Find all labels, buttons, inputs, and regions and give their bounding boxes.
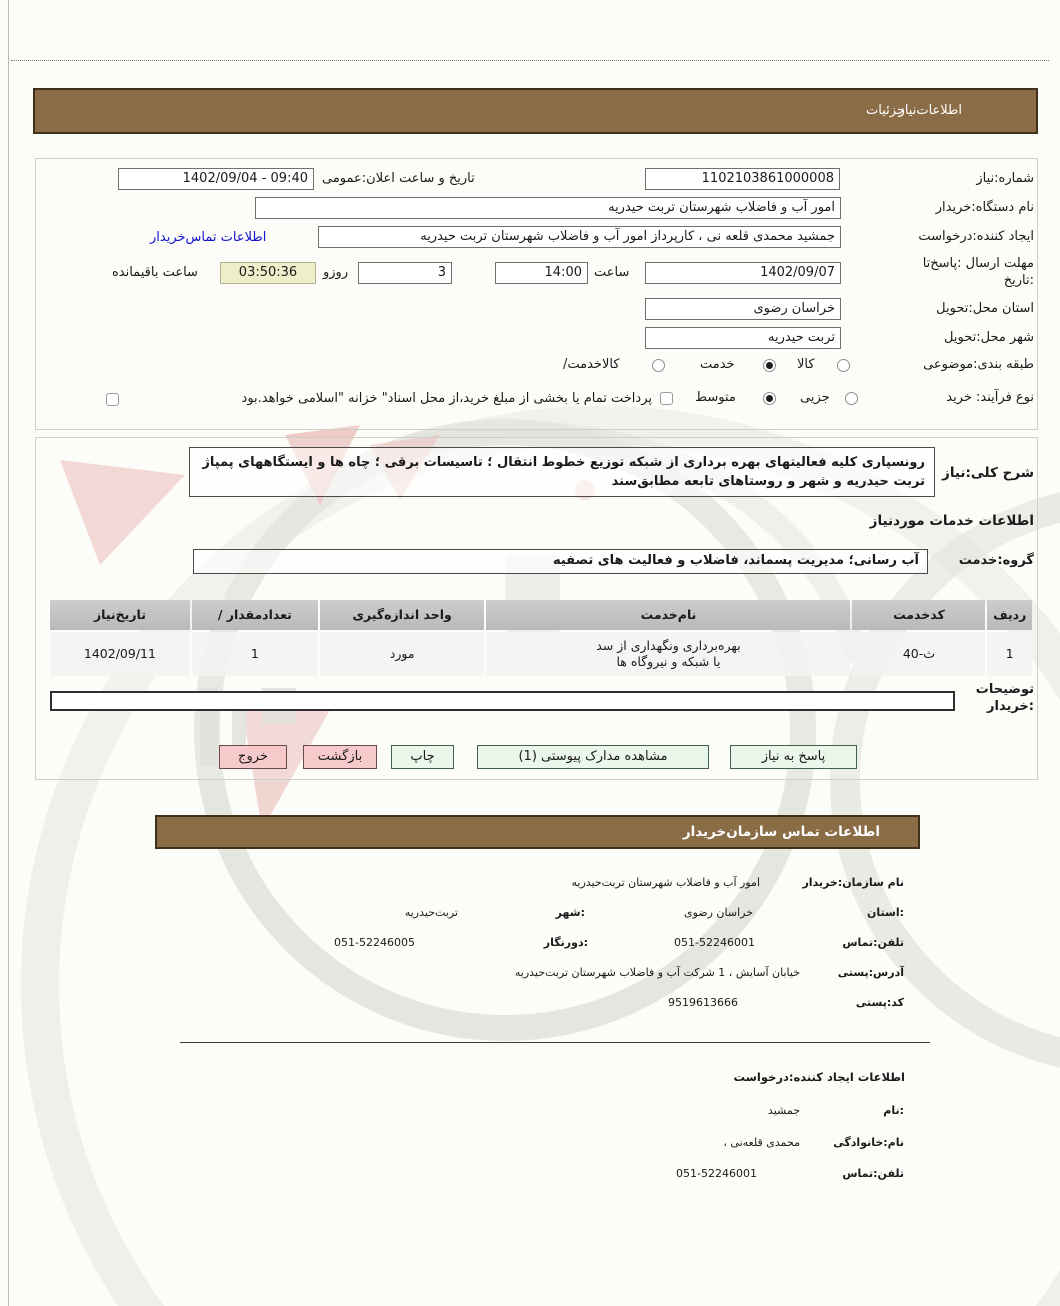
cell-service-code: ث-40	[852, 632, 985, 676]
contact-fax-value: 051-52246005	[334, 936, 415, 949]
cell-need-date: 1402/09/11	[50, 632, 190, 676]
radio-service[interactable]	[763, 359, 776, 372]
buyer-notes-label-line1: توضیحات	[975, 682, 1034, 697]
contact-address-label: آدرس:پستی	[837, 966, 904, 979]
delivery-province-label: استان محل:تحویل	[936, 301, 1034, 316]
need-number-label: شماره:نیاز	[976, 171, 1034, 186]
delivery-province-field[interactable]: خراسان رضوی	[645, 298, 841, 320]
section-divider	[180, 1042, 930, 1043]
countdown-timer: 03:50:36	[220, 262, 316, 284]
remaining-days-field[interactable]: 3	[358, 262, 452, 284]
contact-province-value: خراسان رضوی	[683, 906, 753, 919]
need-number-field[interactable]: 1102103861000008	[645, 168, 840, 190]
radio-medium[interactable]	[763, 392, 776, 405]
service-table-header	[50, 600, 1032, 630]
remaining-hours-label: ساعت باقیمانده	[112, 265, 198, 280]
radio-goods-service[interactable]	[652, 359, 665, 372]
delivery-city-label: شهر محل:تحویل	[944, 330, 1034, 345]
back-button[interactable]: بازگشت	[303, 745, 377, 769]
contact-city-label: :شهر	[555, 906, 585, 919]
treasury-checkbox[interactable]	[660, 392, 673, 405]
process-type-label: نوع فرآیند: خرید	[946, 390, 1034, 405]
contact-province-label: :استان	[867, 906, 904, 919]
col-unit: واحد اندازه‌گیری	[320, 600, 485, 630]
announce-datetime-field[interactable]: 09:40 - 1402/09/04	[118, 168, 314, 190]
buyer-contact-link[interactable]: اطلاعات تماس‌خریدار	[150, 230, 267, 245]
postal-code-label: کد:پستی	[855, 996, 904, 1009]
radio-service-label: خدمت	[700, 357, 735, 372]
creator-name-label: :نام	[883, 1104, 904, 1117]
need-description-box[interactable]: رونسپاری کلیه فعالیتهای بهره برداری از شبکه توزیع خطوط انتقال ؛ تاسیسات برقی ؛ چاه ها و ایستگاههای پمپاژ تربت حیدریه و شهر و روستاهای تابعه مطابق‌سند	[189, 447, 935, 497]
exit-button[interactable]: خروج	[219, 745, 287, 769]
service-name-line2: یا شبکه و نیروگاه ها	[616, 654, 721, 669]
request-creator-field[interactable]: جمشید محمدی قلعه نی ، کارپرداز امور آب و فاضلاب شهرستان تربت حیدریه	[318, 226, 841, 248]
service-table	[50, 600, 1032, 676]
creator-phone-value: 051-52246001	[676, 1167, 757, 1180]
org-name-label: نام سازمان:خریدار	[802, 876, 904, 889]
creator-name-value: جمشید	[767, 1104, 800, 1117]
treasury-checkbox-left[interactable]	[106, 393, 119, 406]
contact-city-value: تربت‌حیدریه	[404, 906, 458, 919]
creator-family-label: نام:خانوادگی	[833, 1136, 904, 1149]
radio-partial[interactable]	[845, 392, 858, 405]
col-service-name: نام‌خدمت	[486, 600, 850, 630]
contact-header-title: اطلاعات تماس سازمان‌خریدار	[682, 824, 880, 840]
creator-info-heading: اطلاعات ایجاد کننده:درخواست	[733, 1070, 905, 1084]
col-service-code: کدخدمت	[852, 600, 985, 630]
request-creator-label: ایجاد کننده:درخواست	[918, 229, 1034, 244]
buyer-org-field[interactable]: امور آب و فاضلاب شهرستان تربت حیدریه	[255, 197, 841, 219]
delivery-city-field[interactable]: تربت حیدریه	[645, 327, 841, 349]
days-label: روزو	[323, 265, 349, 280]
service-name-line1: بهره‌برداری ونگهداری از سد	[596, 638, 741, 653]
radio-goods-label: کالا	[797, 357, 815, 372]
radio-goods[interactable]	[837, 359, 850, 372]
contact-phone-label: تلفن:تماس	[842, 936, 904, 949]
col-quantity: تعدادمقدار /	[192, 600, 318, 630]
page-left-rule	[8, 0, 9, 1306]
contact-fax-label: :دورنگار	[543, 936, 588, 949]
col-row: ردیف	[987, 600, 1032, 630]
postal-code-value: 9519613666	[668, 996, 738, 1009]
service-group-field[interactable]: آب رسانی؛ مدیریت پسماند، فاضلاب و فعالیت های تصفیه	[193, 549, 928, 574]
cell-service-name	[486, 632, 850, 676]
buyer-notes-label-line2: :خریدار	[987, 699, 1034, 714]
reply-to-need-button[interactable]: پاسخ به نیاز	[730, 745, 857, 769]
radio-partial-label: جزیی	[800, 390, 830, 405]
deadline-label-line2: :تاریخ	[1003, 273, 1034, 288]
tab-need-info[interactable]: اطلاعات‌نیاز	[898, 103, 962, 118]
creator-phone-label: تلفن:تماس	[842, 1167, 904, 1180]
contact-address-value: خیابان آسایش ، 1 شرکت آب و فاضلاب شهرستان تربت‌حیدریه	[514, 966, 800, 979]
cell-quantity: 1	[192, 632, 318, 676]
col-need-date: تاریخ‌نیاز	[50, 600, 190, 630]
deadline-label-line1: مهلت ارسال :پاسخ‌تا	[922, 256, 1034, 271]
service-table-row	[50, 630, 1032, 676]
creator-family-value: محمدی قلعه‌نی ،	[723, 1136, 800, 1149]
radio-medium-label: متوسط	[695, 390, 736, 405]
org-name-value: امور آب و فاضلاب شهرستان تربت‌حیدریه	[571, 876, 760, 889]
subject-class-label: طبقه بندی:موضوعی	[923, 357, 1034, 372]
radio-goods-service-label: کالاخدمت/	[563, 357, 620, 372]
buyer-org-label: نام دستگاه:خریدار	[935, 200, 1034, 215]
cell-row: 1	[987, 632, 1032, 676]
service-group-label: گروه:خدمت	[958, 553, 1034, 568]
view-attachments-button[interactable]: مشاهده مدارک پیوستی (1)	[477, 745, 709, 769]
cell-unit: مورد	[320, 632, 485, 676]
buyer-notes-field[interactable]	[50, 691, 955, 711]
contact-header-bar	[155, 815, 920, 849]
need-description-label: شرح کلی:نیاز	[942, 465, 1034, 481]
services-heading: اطلاعات خدمات موردنیاز	[869, 513, 1034, 529]
treasury-note-label: پرداخت تمام یا بخشی از مبلغ خرید،از محل اسناد" خزانه "اسلامی خواهد.بود	[241, 391, 652, 406]
deadline-time-field[interactable]: 14:00	[495, 262, 588, 284]
announce-datetime-label: تاریخ و ساعت اعلان:عمومی	[322, 171, 475, 186]
hour-label: ساعت	[594, 265, 630, 280]
deadline-date-field[interactable]: 1402/09/07	[645, 262, 841, 284]
contact-phone-value: 051-52246001	[674, 936, 755, 949]
print-button[interactable]: چاپ	[391, 745, 454, 769]
tab-details[interactable]: جزئیات	[866, 103, 905, 118]
top-dotted-rule	[11, 60, 1049, 61]
